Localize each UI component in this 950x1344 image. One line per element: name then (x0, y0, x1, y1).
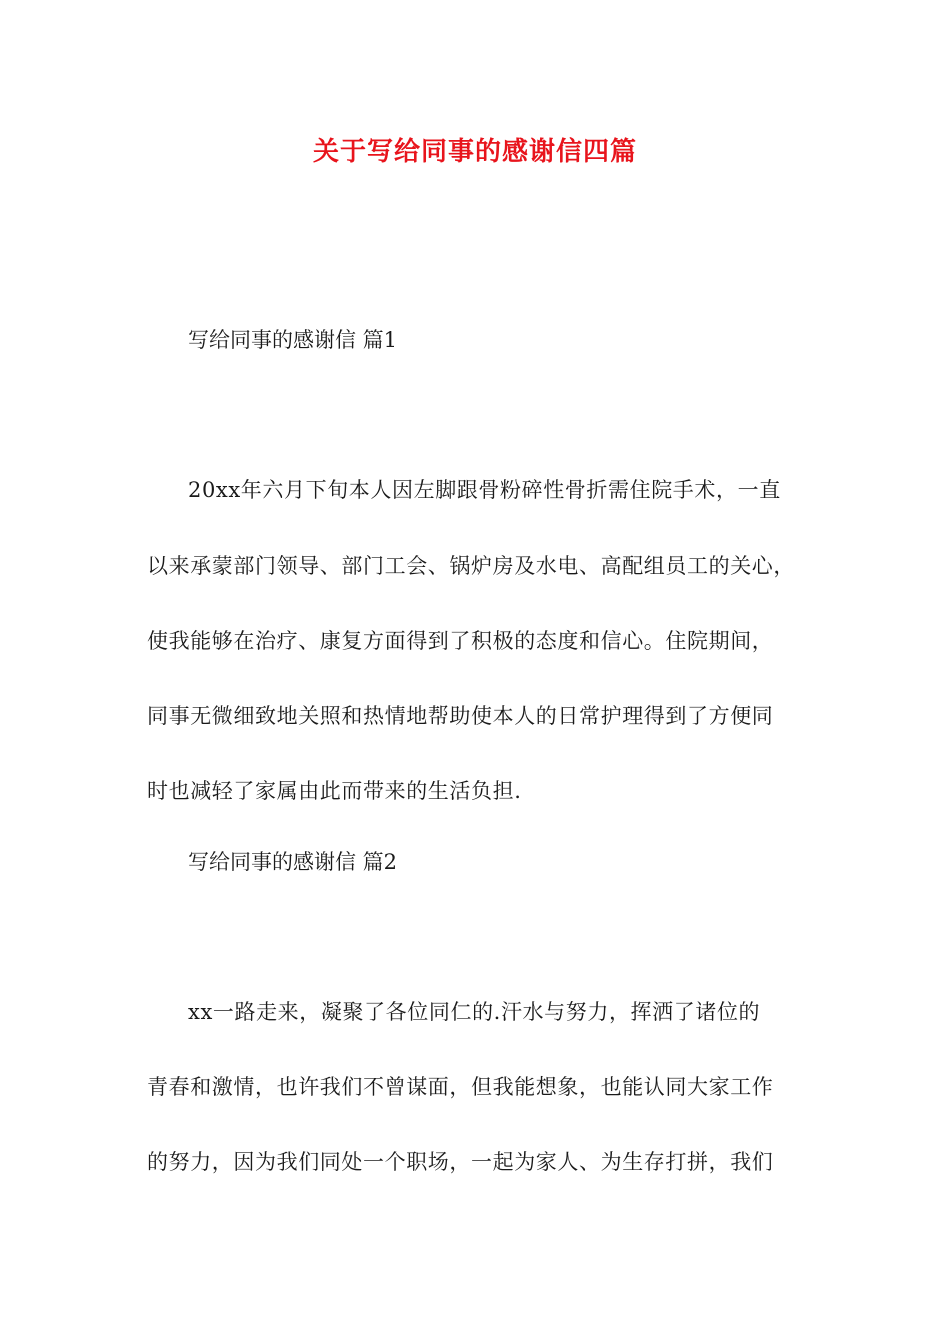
paragraph-line: xx一路走来，凝聚了各位同仁的.汗水与努力，挥洒了诸位的 (188, 1000, 761, 1024)
document-title: 关于写给同事的感谢信四篇 (312, 137, 637, 167)
paragraph-line: 同事无微细致地关照和热情地帮助使本人的日常护理得到了方便同 (147, 704, 774, 728)
paragraph-line: 时也减轻了家属由此而带来的生活负担. (147, 779, 522, 803)
paragraph-line: 的努力，因为我们同处一个职场，一起为家人、为生存打拼，我们 (147, 1150, 774, 1174)
paragraph-line: 使我能够在治疗、康复方面得到了积极的态度和信心。住院期间， (147, 629, 774, 653)
section-heading-2: 写给同事的感谢信 篇2 (188, 850, 398, 874)
paragraph-line: 以来承蒙部门领导、部门工会、锅炉房及水电、高配组员工的关心， (147, 554, 795, 578)
paragraph-line: 青春和激情，也许我们不曾谋面，但我能想象，也能认同大家工作 (147, 1075, 774, 1099)
paragraph-line: 20xx年六月下旬本人因左脚跟骨粉碎性骨折需住院手术，一直 (188, 478, 781, 502)
section-heading-1: 写给同事的感谢信 篇1 (188, 328, 398, 352)
